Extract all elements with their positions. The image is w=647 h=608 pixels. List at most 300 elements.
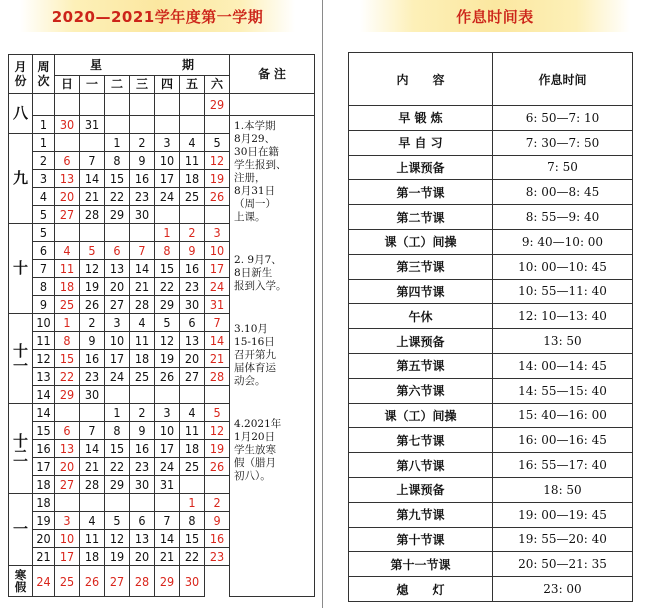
- day-cell: 1: [155, 224, 180, 242]
- day-cell: 15: [155, 260, 180, 278]
- day-cell: 5: [80, 242, 105, 260]
- day-cell: [105, 94, 130, 116]
- day-cell: 21: [130, 278, 155, 296]
- daily-schedule-table: [348, 52, 633, 602]
- day-cell: [80, 134, 105, 152]
- day-cell: 27: [105, 296, 130, 314]
- day-cell: 30: [130, 476, 155, 494]
- day-cell: 6: [105, 242, 130, 260]
- schedule-item-time: 15: 40—16: 00: [493, 403, 633, 428]
- day-cell: 13: [105, 260, 130, 278]
- day-cell: 10: [55, 530, 80, 548]
- day-cell: 2: [130, 404, 155, 422]
- note-text: 4.2021年 1月20日 学生放寒 假（腊月 初八）。: [234, 418, 282, 482]
- day-cell: [155, 386, 180, 404]
- week-cell: 18: [33, 476, 55, 494]
- week-header: [33, 55, 55, 94]
- schedule-item-name: 第九节课: [349, 502, 493, 527]
- day-cell: 22: [105, 458, 130, 476]
- day-cell: [55, 494, 80, 512]
- day-cell: 7: [205, 314, 230, 332]
- day-header: 二: [105, 76, 130, 94]
- day-cell: 9: [130, 152, 155, 170]
- week-cell: 21: [33, 548, 55, 566]
- day-cell: [80, 494, 105, 512]
- schedule-item-name: 早 锻 炼: [349, 106, 493, 131]
- day-cell: 23: [130, 188, 155, 206]
- day-cell: 14: [205, 332, 230, 350]
- day-cell: 15: [180, 530, 205, 548]
- week-cell: 3: [33, 170, 55, 188]
- week-cell: [33, 94, 55, 116]
- day-cell: 21: [80, 458, 105, 476]
- schedule-item-name: 第二节课: [349, 205, 493, 230]
- weekday-header: [55, 55, 230, 76]
- schedule-item-name: 第四节课: [349, 279, 493, 304]
- day-cell: 25: [130, 368, 155, 386]
- week-cell: 18: [33, 494, 55, 512]
- schedule-item-time: 13: 50: [493, 329, 633, 354]
- week-cell: 4: [33, 188, 55, 206]
- schedule-item-time: 9: 40—10: 00: [493, 229, 633, 254]
- schedule-row: [349, 329, 633, 354]
- day-cell: [180, 206, 205, 224]
- day-cell: 6: [55, 422, 80, 440]
- day-cell: 24: [33, 566, 55, 597]
- day-cell: 17: [55, 548, 80, 566]
- day-cell: 18: [180, 170, 205, 188]
- day-cell: 28: [80, 206, 105, 224]
- day-cell: 18: [80, 548, 105, 566]
- day-cell: 5: [205, 134, 230, 152]
- day-cell: [180, 476, 205, 494]
- day-cell: 6: [180, 314, 205, 332]
- day-cell: 23: [180, 278, 205, 296]
- day-cell: 5: [155, 314, 180, 332]
- week-cell: 14: [33, 386, 55, 404]
- month-cell: [9, 94, 33, 134]
- day-cell: [105, 116, 130, 134]
- calendar-row: [9, 116, 315, 134]
- day-cell: 31: [155, 476, 180, 494]
- day-cell: 26: [80, 566, 105, 597]
- day-cell: 29: [155, 566, 180, 597]
- day-cell: 2: [205, 494, 230, 512]
- day-cell: 1: [105, 134, 130, 152]
- day-cell: 29: [105, 476, 130, 494]
- day-cell: 11: [180, 422, 205, 440]
- day-cell: 16: [130, 440, 155, 458]
- month-label: 十一: [13, 341, 29, 375]
- schedule-item-time: 19: 55—20: 40: [493, 527, 633, 552]
- month-cell: [9, 314, 33, 404]
- schedule-row: [349, 180, 633, 205]
- day-cell: 13: [180, 332, 205, 350]
- schedule-row: [349, 502, 633, 527]
- week-cell: 12: [33, 350, 55, 368]
- day-cell: 3: [105, 314, 130, 332]
- schedule-item-time: 18: 50: [493, 477, 633, 502]
- schedule-row: [349, 304, 633, 329]
- day-cell: 26: [80, 296, 105, 314]
- day-cell: 20: [130, 548, 155, 566]
- day-cell: [180, 116, 205, 134]
- month-label: 一: [13, 520, 29, 538]
- day-cell: 16: [180, 260, 205, 278]
- week-cell: 17: [33, 458, 55, 476]
- day-cell: 24: [105, 368, 130, 386]
- schedule-row: [349, 527, 633, 552]
- day-cell: 5: [205, 404, 230, 422]
- month-header-text: 月份: [14, 60, 27, 88]
- day-cell: 29: [105, 206, 130, 224]
- day-cell: 29: [155, 296, 180, 314]
- day-cell: 7: [80, 422, 105, 440]
- schedule-item-name: 第六节课: [349, 378, 493, 403]
- day-cell: 18: [180, 440, 205, 458]
- week-cell: 14: [33, 404, 55, 422]
- day-cell: 10: [205, 242, 230, 260]
- week-cell: 2: [33, 152, 55, 170]
- day-header: 四: [155, 76, 180, 94]
- month-cell: [9, 134, 33, 224]
- week-cell: 20: [33, 530, 55, 548]
- day-cell: 15: [105, 440, 130, 458]
- day-cell: 31: [205, 296, 230, 314]
- schedule-item-time: 10: 00—10: 45: [493, 254, 633, 279]
- day-cell: 19: [105, 548, 130, 566]
- schedule-item-name: 午休: [349, 304, 493, 329]
- schedule-row: [349, 106, 633, 131]
- schedule-item-time: 23: 00: [493, 577, 633, 602]
- day-header: 五: [180, 76, 205, 94]
- day-cell: 13: [130, 530, 155, 548]
- schedule-header-time: 作息时间: [493, 53, 633, 106]
- day-cell: 13: [55, 170, 80, 188]
- week-cell: 9: [33, 296, 55, 314]
- week-cell: 16: [33, 440, 55, 458]
- day-cell: [55, 404, 80, 422]
- day-cell: 23: [205, 548, 230, 566]
- day-cell: 20: [55, 188, 80, 206]
- month-label: 十: [13, 259, 29, 277]
- day-cell: 1: [105, 404, 130, 422]
- week-cell: 1: [33, 116, 55, 134]
- day-cell: 5: [105, 512, 130, 530]
- day-cell: 17: [155, 170, 180, 188]
- day-cell: 10: [155, 422, 180, 440]
- day-cell: 28: [80, 476, 105, 494]
- day-cell: 25: [180, 458, 205, 476]
- day-cell: 17: [105, 350, 130, 368]
- day-cell: 12: [155, 332, 180, 350]
- day-cell: 29: [55, 386, 80, 404]
- schedule-item-name: 第七节课: [349, 428, 493, 453]
- day-cell: [155, 94, 180, 116]
- schedule-item-time: 10: 55—11: 40: [493, 279, 633, 304]
- schedule-item-name: 早 自 习: [349, 130, 493, 155]
- day-cell: 16: [130, 170, 155, 188]
- note-text: 2. 9月7、 8日新生 报到入学。: [234, 254, 287, 292]
- schedule-item-name: 课（工）间操: [349, 229, 493, 254]
- week-cell: 15: [33, 422, 55, 440]
- day-cell: 4: [180, 134, 205, 152]
- day-cell: 6: [55, 152, 80, 170]
- day-cell: 16: [205, 530, 230, 548]
- day-cell: 27: [55, 206, 80, 224]
- week-cell: 10: [33, 314, 55, 332]
- day-cell: 18: [130, 350, 155, 368]
- day-cell: 24: [205, 278, 230, 296]
- day-cell: 9: [80, 332, 105, 350]
- week-cell: 13: [33, 368, 55, 386]
- day-cell: 28: [205, 368, 230, 386]
- schedule-row: [349, 453, 633, 478]
- day-cell: [180, 94, 205, 116]
- month-label: 十二: [13, 431, 29, 465]
- day-cell: 30: [130, 206, 155, 224]
- day-cell: 3: [55, 512, 80, 530]
- schedule-item-name: 第五节课: [349, 353, 493, 378]
- day-cell: 30: [180, 566, 205, 597]
- day-cell: 27: [55, 476, 80, 494]
- day-cell: 29: [205, 94, 230, 116]
- schedule-row: [349, 428, 633, 453]
- schedule-row: [349, 254, 633, 279]
- day-cell: 14: [80, 170, 105, 188]
- schedule-item-name: 上课预备: [349, 477, 493, 502]
- day-cell: 20: [105, 278, 130, 296]
- day-cell: 20: [55, 458, 80, 476]
- note-text: 1.本学期 8月29、 30日在籍 学生报到、 注册， 8月31日 （周一） 上课。: [234, 120, 287, 223]
- page-divider: [322, 0, 323, 608]
- week-cell: 8: [33, 278, 55, 296]
- day-cell: 9: [130, 422, 155, 440]
- week-cell: 19: [33, 512, 55, 530]
- day-cell: 12: [105, 530, 130, 548]
- day-cell: 4: [55, 242, 80, 260]
- day-cell: [205, 116, 230, 134]
- school-calendar-table: [8, 54, 315, 597]
- day-cell: 2: [180, 224, 205, 242]
- week-header-text: 周次: [37, 60, 50, 88]
- day-cell: 3: [155, 404, 180, 422]
- day-cell: 8: [105, 422, 130, 440]
- month-cell: [9, 404, 33, 494]
- week-cell-text: 寒假: [14, 568, 27, 594]
- note-text: 3.10月 15-16日 召开第九 届体育运 动会。: [234, 323, 277, 387]
- day-cell: 10: [105, 332, 130, 350]
- day-cell: 9: [205, 512, 230, 530]
- schedule-item-name: 熄 灯: [349, 577, 493, 602]
- day-cell: 22: [155, 278, 180, 296]
- day-cell: 27: [105, 566, 130, 597]
- day-cell: 19: [80, 278, 105, 296]
- day-cell: 21: [205, 350, 230, 368]
- day-cell: 25: [180, 188, 205, 206]
- day-cell: 11: [180, 152, 205, 170]
- day-cell: 14: [155, 530, 180, 548]
- notes-cell-empty: [230, 94, 315, 116]
- day-cell: [105, 224, 130, 242]
- day-cell: [105, 494, 130, 512]
- schedule-item-time: 12: 10—13: 40: [493, 304, 633, 329]
- day-header: 日: [55, 76, 80, 94]
- schedule-row: [349, 155, 633, 180]
- day-cell: 15: [55, 350, 80, 368]
- day-header: 三: [130, 76, 155, 94]
- month-label: 九: [13, 169, 29, 187]
- day-cell: [130, 494, 155, 512]
- day-cell: 13: [55, 440, 80, 458]
- schedule-row: [349, 403, 633, 428]
- day-cell: [80, 224, 105, 242]
- schedule-item-name: 第十节课: [349, 527, 493, 552]
- schedule-item-time: 8: 55—9: 40: [493, 205, 633, 230]
- day-cell: 3: [155, 134, 180, 152]
- schedule-row: [349, 205, 633, 230]
- day-cell: 8: [180, 512, 205, 530]
- day-cell: 2: [130, 134, 155, 152]
- day-cell: 4: [80, 512, 105, 530]
- day-cell: 9: [180, 242, 205, 260]
- day-cell: [80, 94, 105, 116]
- day-cell: 8: [155, 242, 180, 260]
- day-cell: 7: [155, 512, 180, 530]
- semester-title: 2020—2021学年度第一学期: [20, 0, 295, 32]
- week-cell: 5: [33, 224, 55, 242]
- day-cell: 26: [205, 458, 230, 476]
- schedule-header-row: [349, 53, 633, 106]
- day-cell: 21: [155, 548, 180, 566]
- day-cell: 30: [80, 386, 105, 404]
- notes-cell: [230, 116, 315, 597]
- week-cell: [9, 566, 33, 597]
- day-cell: 1: [55, 314, 80, 332]
- day-cell: [130, 94, 155, 116]
- schedule-item-name: 课（工）间操: [349, 403, 493, 428]
- day-cell: 25: [55, 566, 80, 597]
- schedule-item-name: 第一节课: [349, 180, 493, 205]
- weekday-header-period: 期: [182, 57, 195, 72]
- day-cell: 12: [80, 260, 105, 278]
- schedule-item-name: 上课预备: [349, 155, 493, 180]
- schedule-item-name: 上课预备: [349, 329, 493, 354]
- day-cell: 8: [105, 152, 130, 170]
- day-cell: 28: [130, 296, 155, 314]
- day-cell: [55, 94, 80, 116]
- schedule-item-time: 6: 50—7: 10: [493, 106, 633, 131]
- day-cell: 12: [205, 422, 230, 440]
- day-cell: 25: [55, 296, 80, 314]
- day-cell: 30: [180, 296, 205, 314]
- day-cell: [55, 224, 80, 242]
- day-cell: [130, 224, 155, 242]
- day-cell: 11: [80, 530, 105, 548]
- day-cell: 23: [80, 368, 105, 386]
- day-cell: 20: [180, 350, 205, 368]
- month-cell: [9, 224, 33, 314]
- day-cell: [205, 476, 230, 494]
- day-cell: 22: [55, 368, 80, 386]
- day-cell: 6: [130, 512, 155, 530]
- day-cell: [130, 386, 155, 404]
- notes-header: 备 注: [230, 55, 315, 94]
- day-cell: 19: [205, 170, 230, 188]
- schedule-item-time: 14: 00—14: 45: [493, 353, 633, 378]
- day-cell: 16: [80, 350, 105, 368]
- day-cell: 17: [205, 260, 230, 278]
- day-cell: 30: [55, 116, 80, 134]
- day-cell: 11: [130, 332, 155, 350]
- schedule-row: [349, 477, 633, 502]
- day-cell: 14: [130, 260, 155, 278]
- day-cell: 1: [180, 494, 205, 512]
- day-cell: [80, 404, 105, 422]
- schedule-item-name: 第十一节课: [349, 552, 493, 577]
- day-cell: [130, 116, 155, 134]
- day-cell: 26: [155, 368, 180, 386]
- schedule-item-time: 19: 00—19: 45: [493, 502, 633, 527]
- day-cell: 3: [205, 224, 230, 242]
- day-cell: [155, 206, 180, 224]
- day-cell: 14: [80, 440, 105, 458]
- day-cell: [155, 116, 180, 134]
- day-cell: 26: [205, 188, 230, 206]
- day-cell: 10: [155, 152, 180, 170]
- schedule-item-time: 16: 55—17: 40: [493, 453, 633, 478]
- day-cell: 4: [130, 314, 155, 332]
- day-cell: 22: [180, 548, 205, 566]
- day-cell: 2: [80, 314, 105, 332]
- day-header: 六: [205, 76, 230, 94]
- day-cell: 21: [80, 188, 105, 206]
- day-cell: 12: [205, 152, 230, 170]
- schedule-row: [349, 577, 633, 602]
- day-cell: [105, 386, 130, 404]
- week-cell: 6: [33, 242, 55, 260]
- day-cell: 22: [105, 188, 130, 206]
- schedule-row: [349, 353, 633, 378]
- day-cell: 27: [180, 368, 205, 386]
- schedule-row: [349, 229, 633, 254]
- schedule-row: [349, 378, 633, 403]
- week-cell: 5: [33, 206, 55, 224]
- day-cell: 24: [155, 188, 180, 206]
- week-cell: 11: [33, 332, 55, 350]
- day-cell: 17: [155, 440, 180, 458]
- day-cell: [155, 494, 180, 512]
- day-cell: 11: [55, 260, 80, 278]
- day-cell: 18: [55, 278, 80, 296]
- day-cell: [205, 386, 230, 404]
- schedule-item-name: 第八节课: [349, 453, 493, 478]
- day-cell: 19: [155, 350, 180, 368]
- month-label: 八: [13, 104, 29, 122]
- schedule-row: [349, 130, 633, 155]
- day-cell: [55, 134, 80, 152]
- week-cell: 1: [33, 134, 55, 152]
- day-cell: 7: [80, 152, 105, 170]
- schedule-item-time: 7: 30—7: 50: [493, 130, 633, 155]
- schedule-row: [349, 279, 633, 304]
- schedule-item-time: 20: 50—21: 35: [493, 552, 633, 577]
- day-cell: 15: [105, 170, 130, 188]
- schedule-item-time: 8: 00—8: 45: [493, 180, 633, 205]
- schedule-item-time: 14: 55—15: 40: [493, 378, 633, 403]
- day-cell: 8: [55, 332, 80, 350]
- day-cell: 23: [130, 458, 155, 476]
